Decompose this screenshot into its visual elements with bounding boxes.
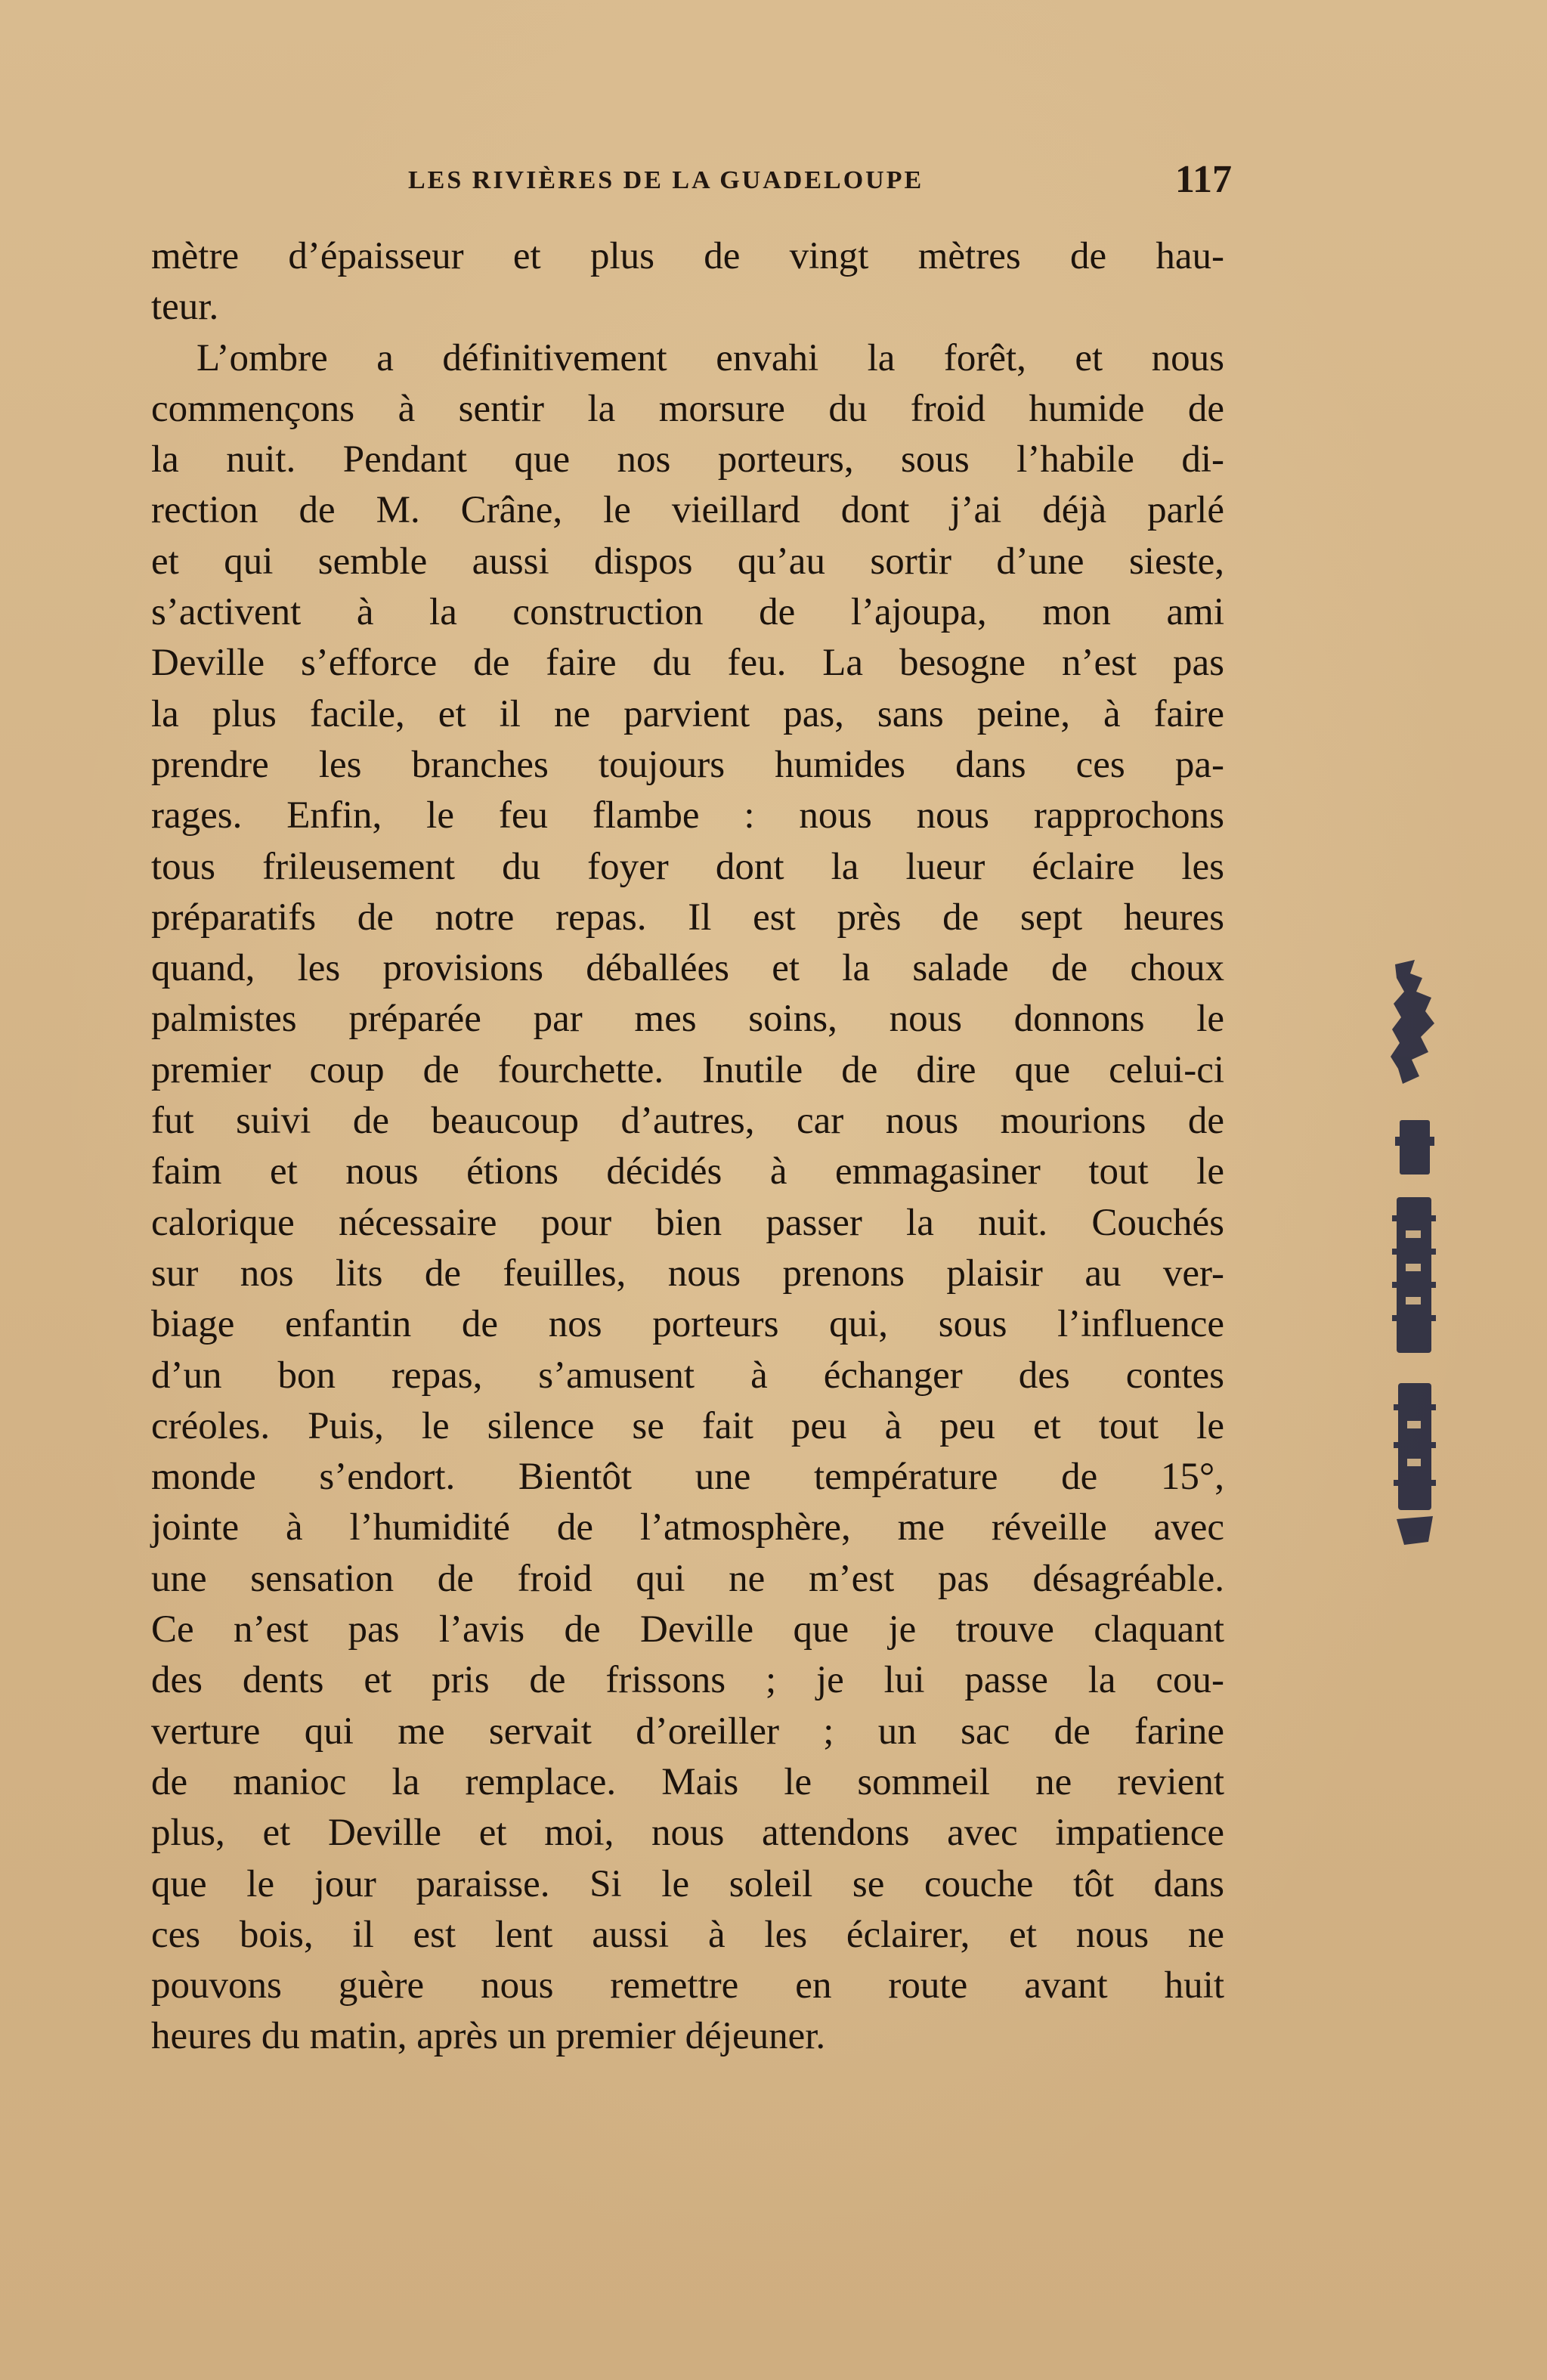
library-stamp-icon bbox=[1389, 958, 1442, 1639]
text-line: créoles. Puis, le silence se fait peu à peu et tout le bbox=[151, 1404, 1224, 1447]
text-line: mètre d’épaisseur et plus de vingt mètres de hau- bbox=[151, 235, 1224, 277]
text-line: quand, les provisions déballées et la salade de choux bbox=[151, 947, 1224, 990]
text-line: prendre les branches toujours humides dans ces pa- bbox=[151, 743, 1224, 786]
text-line: de manioc la remplace. Mais le sommeil ne revient bbox=[151, 1760, 1224, 1803]
text-line: commençons à sentir la morsure du froid humide de bbox=[151, 387, 1224, 430]
text-line: Deville s’efforce de faire du feu. La besogne n’est pas bbox=[151, 642, 1224, 685]
text-line: que le jour paraisse. Si le soleil se couche tôt dans bbox=[151, 1862, 1224, 1905]
text-line: palmistes préparée par mes soins, nous donnons le bbox=[151, 998, 1224, 1041]
text-line: rages. Enfin, le feu flambe : nous nous rapprochons bbox=[151, 794, 1224, 837]
text-line: faim et nous étions décidés à emmagasiner tout le bbox=[151, 1150, 1224, 1193]
text-line: ces bois, il est lent aussi à les éclairer, et nous ne bbox=[151, 1913, 1224, 1956]
text-line: préparatifs de notre repas. Il est près de sept heures bbox=[151, 896, 1224, 939]
text-line: biage enfantin de nos porteurs qui, sous l’influence bbox=[151, 1303, 1224, 1346]
text-line: fut suivi de beaucoup d’autres, car nous mourions de bbox=[151, 1100, 1224, 1143]
text-line: la plus facile, et il ne parvient pas, sans peine, à faire bbox=[151, 692, 1224, 735]
text-line: pouvons guère nous remettre en route avant huit bbox=[151, 1964, 1224, 2007]
text-line: premier coup de fourchette. Inutile de dire que celui-ci bbox=[151, 1048, 1224, 1091]
page-number: 117 bbox=[1174, 158, 1232, 201]
text-line: L’ombre a définitivement envahi la forêt, et nous bbox=[196, 336, 1224, 379]
text-line: monde s’endort. Bientôt une température de 15°, bbox=[151, 1456, 1224, 1499]
text-line: teur. bbox=[151, 286, 219, 329]
text-line: calorique nécessaire pour bien passer la nuit. Couchés bbox=[151, 1201, 1224, 1244]
text-line: Ce n’est pas l’avis de Deville que je trouve claquant bbox=[151, 1608, 1224, 1651]
text-line: plus, et Deville et moi, nous attendons avec impatience bbox=[151, 1812, 1224, 1855]
text-line: et qui semble aussi dispos qu’au sortir d’une sieste, bbox=[151, 540, 1224, 583]
body-text bbox=[151, 231, 1224, 2063]
text-line: rection de M. Crâne, le vieillard dont j’ai déjà parlé bbox=[151, 489, 1224, 532]
text-line: heures du matin, après un premier déjeuner. bbox=[151, 2015, 826, 2058]
text-line: des dents et pris de frissons ; je lui passe la cou- bbox=[151, 1659, 1224, 1702]
text-line: verture qui me servait d’oreiller ; un sac de farine bbox=[151, 1710, 1224, 1753]
text-line: sur nos lits de feuilles, nous prenons plaisir au ver- bbox=[151, 1252, 1224, 1295]
running-title: LES RIVIÈRES DE LA GUADELOUPE bbox=[408, 166, 924, 194]
text-line: jointe à l’humidité de l’atmosphère, me réveille avec bbox=[151, 1506, 1224, 1549]
text-line: une sensation de froid qui ne m’est pas désagréable. bbox=[151, 1557, 1224, 1600]
text-line: la nuit. Pendant que nos porteurs, sous l’habile di- bbox=[151, 438, 1224, 481]
text-line: s’activent à la construction de l’ajoupa, mon ami bbox=[151, 591, 1224, 634]
text-line: d’un bon repas, s’amusent à échanger des contes bbox=[151, 1354, 1224, 1397]
text-line: tous frileusement du foyer dont la lueur éclaire les bbox=[151, 845, 1224, 888]
running-head bbox=[151, 157, 1232, 206]
